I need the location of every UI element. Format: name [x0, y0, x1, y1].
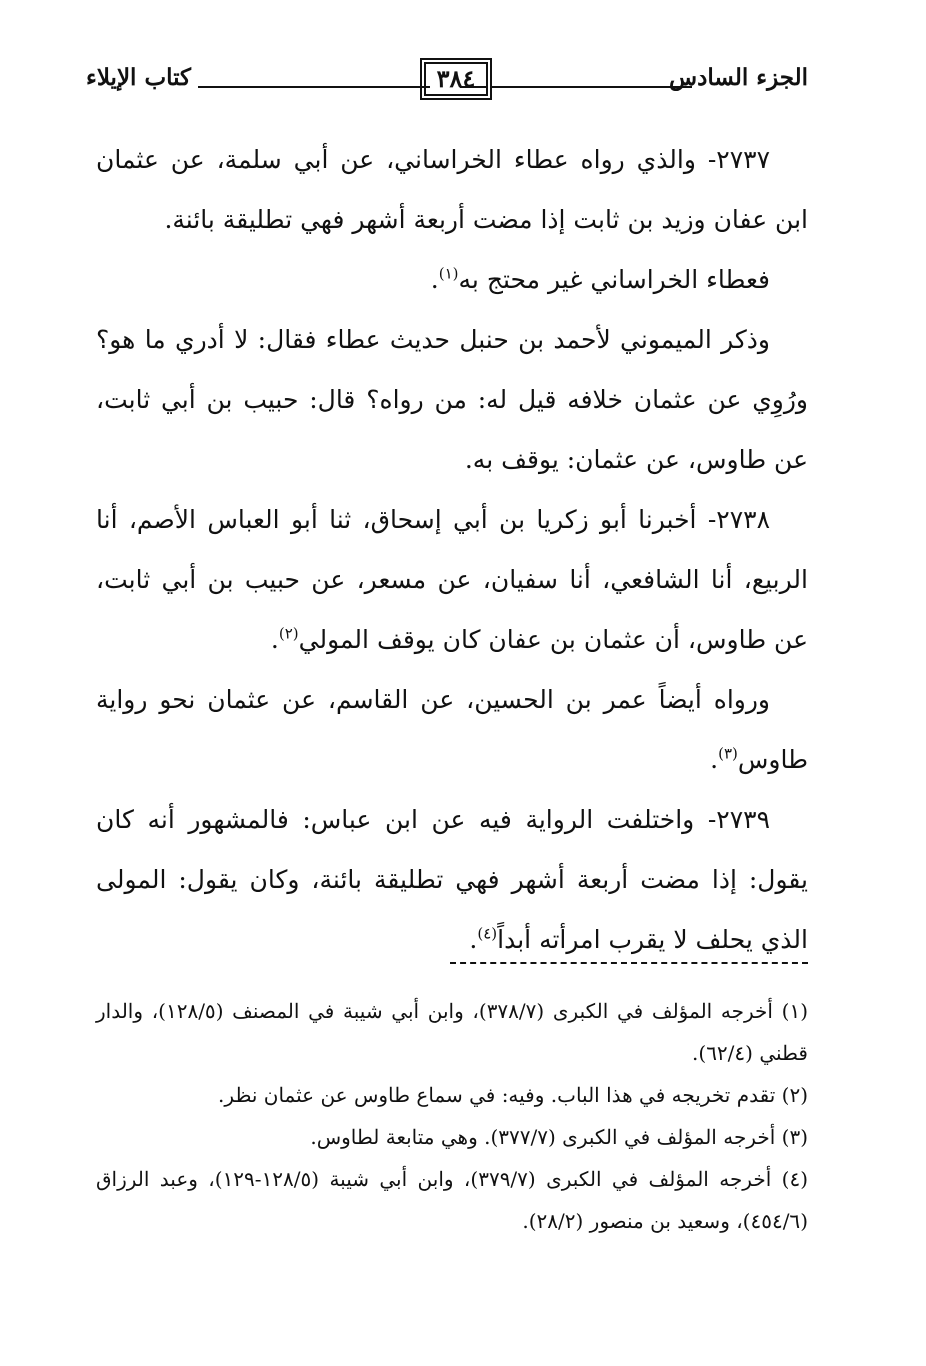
paragraph-2739: ٢٧٣٩- واختلفت الرواية فيه عن ابن عباس: فالمشهور أنه كان يقول: إذا مضت أربعة أشهر فهي تطليقة بائنة، وكان يقول: المولى الذي يحلف لا يقرب امرأته أبداً$^{(٤)}$.	[96, 805, 808, 954]
page-number: ٣٨٤	[420, 58, 492, 100]
footnote-3: (٣) أخرجه المؤلف في الكبرى (٣٧٧/٧). وهي متابعة لطاوس.	[310, 1125, 808, 1149]
footnotes	[96, 990, 808, 1242]
header-rule-right	[460, 86, 692, 88]
footnote-ref-3[interactable]: (٣)	[718, 744, 738, 763]
footnote-4: (٤) أخرجه المؤلف في الكبرى (٣٧٩/٧)، وابن أبي شيبة (١٢٨/٥-١٢٩)، وعبد الرزاق (٤٥٤/٦)، وسعيد بن منصور (٢٨/٢).	[96, 1167, 809, 1233]
footnote-1: (١) أخرجه المؤلف في الكبرى (٣٧٨/٧)، وابن أبي شيبة في المصنف (١٢٨/٥)، والدار قطني (٦٢/٤).	[96, 999, 808, 1065]
paragraph-umar-riwaya: ورواه أيضاً عمر بن الحسين، عن القاسم، عن عثمان نحو رواية طاوس$^{(٣)}$.	[96, 685, 808, 774]
footnote-ref-2[interactable]: (٢)	[278, 624, 299, 643]
paragraph-ata-note: فعطاء الخراساني غير محتج به$^{(١)}$.	[430, 264, 770, 294]
footnote-ref-4[interactable]: (٤)	[477, 924, 498, 943]
main-text	[96, 130, 808, 970]
footnote-ref-1[interactable]: (١)	[438, 264, 459, 283]
footnote-separator	[450, 962, 808, 964]
paragraph-2738: ٢٧٣٨- أخبرنا أبو زكريا بن أبي إسحاق، ثنا أبو العباس الأصم، أنا الربيع، أنا الشافعي، أنا سفيان، عن مسعر، عن حبيب بن أبي ثابت، عن طاوس، أن عثمان بن عفان كان يوقف المولي$^{(٢)}$.	[96, 505, 808, 654]
header-book-title: كتاب الإيلاء	[86, 64, 192, 91]
paragraph-2737: ٢٧٣٧- والذي رواه عطاء الخراساني، عن أبي سلمة، عن عثمان ابن عفان وزيد بن ثابت إذا مضت أربعة أشهر فهي تطليقة بائنة.	[96, 145, 808, 234]
footnote-2: (٢) تقدم تخريجه في هذا الباب. وفيه: في سماع طاوس عن عثمان نظر.	[218, 1083, 808, 1107]
header-part-title: الجزء السادس	[669, 64, 808, 91]
header-rule-left	[198, 86, 430, 88]
paragraph-maymuni: وذكر الميموني لأحمد بن حنبل حديث عطاء فقال: لا أدري ما هو؟ ورُوِي عن عثمان خلافه قيل له: من رواه؟ قال: حبيب بن أبي ثابت، عن طاوس، عن عثمان: يوقف به.	[96, 325, 808, 474]
page-header	[86, 58, 808, 102]
